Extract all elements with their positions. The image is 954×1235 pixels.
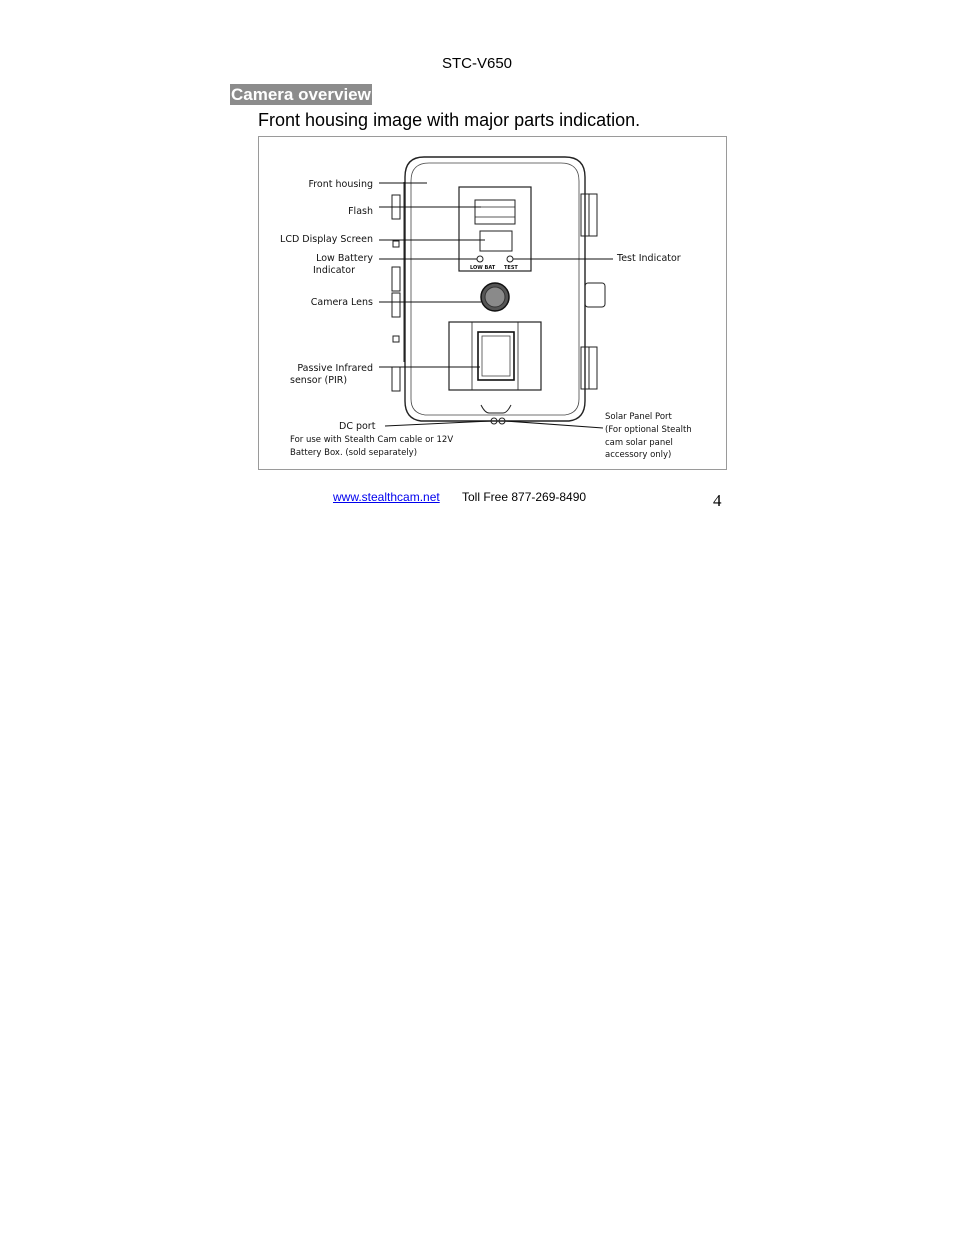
pir-lens [478, 332, 514, 380]
label-pir-line2: sensor (PIR) [290, 375, 348, 386]
label-dc-note-line2: Battery Box. (sold separately) [290, 448, 418, 458]
flash-window [475, 200, 515, 224]
label-low-battery-line2: Indicator [313, 265, 355, 276]
label-solar-line3: cam solar panel [605, 438, 673, 448]
label-pir-line1: Passive Infrared [297, 363, 373, 374]
camera-diagram-drawing [259, 137, 728, 471]
label-camera-lens: Camera Lens [310, 297, 373, 308]
website-link[interactable]: www.stealthcam.net [333, 490, 440, 504]
bottom-port-housing [481, 405, 511, 413]
label-low-battery-line1: Low Battery [316, 253, 373, 264]
label-front-housing: Front housing [308, 179, 373, 190]
label-solar-line4: accessory only) [605, 450, 672, 460]
lcd-screen [480, 231, 512, 251]
label-dc-port: DC port [339, 421, 376, 432]
left-side-slots [392, 182, 404, 391]
camera-front-diagram [258, 136, 727, 470]
camera-lens-inner [485, 287, 505, 307]
toll-free-phone: Toll Free 877-269-8490 [462, 490, 587, 504]
label-solar-line2: (For optional Stealth [605, 425, 692, 435]
test-led [507, 256, 513, 262]
low-battery-led [477, 256, 483, 262]
page-number: 4 [713, 491, 722, 510]
document-model-header: STC-V650 [441, 55, 513, 72]
label-flash: Flash [348, 206, 373, 217]
label-lcd-display: LCD Display Screen [280, 234, 373, 245]
label-dc-note-line1: For use with Stealth Cam cable or 12V [290, 435, 454, 445]
section-subheading: Front housing image with major parts indication. [258, 110, 641, 130]
label-solar-line1: Solar Panel Port [605, 412, 672, 422]
section-heading: Camera overview [231, 85, 371, 104]
test-tag: TEST [504, 265, 518, 271]
label-test-indicator: Test Indicator [617, 253, 681, 264]
low-bat-tag: LOW BAT [470, 265, 496, 271]
